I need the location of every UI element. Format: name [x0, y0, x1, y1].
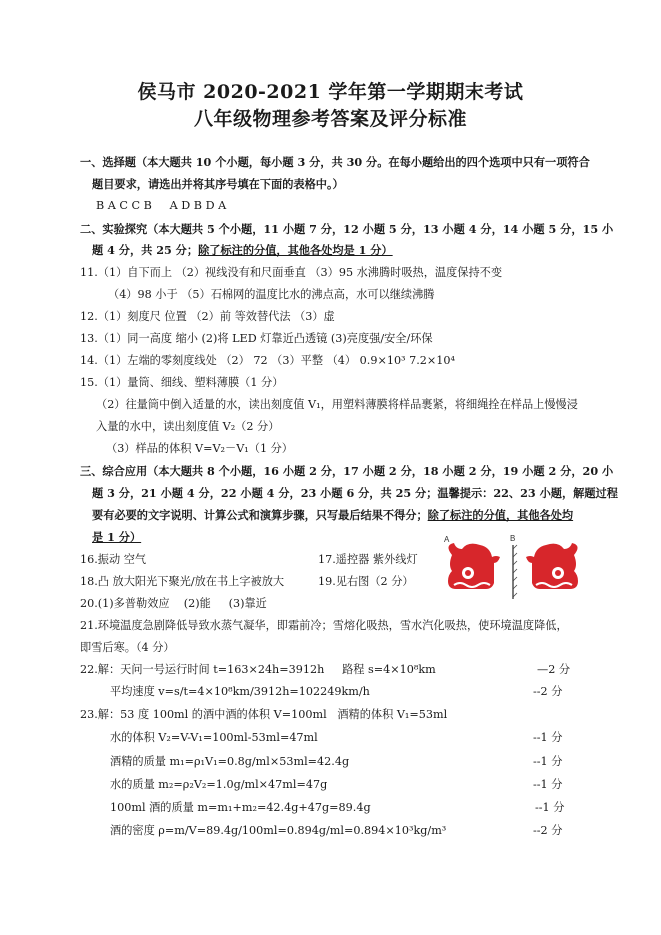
score-q22-line1: —2 分: [537, 663, 571, 676]
answer-q11-line1: 11.（1）自下而上 （2）视线没有和尺面垂直 （3）95 水沸腾时吸热，温度保持不变: [80, 266, 503, 279]
section2-scoring-note: 除了标注的分值，其他各处均是 1 分）: [198, 243, 393, 257]
score-q23-alcohol-mass: --1 分: [533, 755, 563, 768]
section3-heading: 三、综合应用（本大题共 8 个小题，16 小题 2 分，17 小题 2 分，18 小题 2 分，19 小题 2 分，20 小: [80, 464, 614, 478]
mirror-reflection-svg: [438, 533, 580, 601]
answer-q23-alcohol-mass: 酒精的质量 m₁=ρ₁V₁=0.8g/ml×53ml=42.4g: [110, 755, 350, 768]
page-subtitle: 八年级物理参考答案及评分标准: [193, 108, 467, 130]
section1-heading: 一、选择题（本大题共 10 个小题，每小题 3 分，共 30 分。在每小题给出的四个选项中只有一项符合: [80, 155, 590, 169]
answer-q15-part3: （3）样品的体积 V=V₂－V₁（1 分）: [106, 442, 293, 455]
score-q23-liquor-density: --2 分: [533, 824, 563, 837]
answer-q18: 18.凸 放大阳光下聚光/放在书上字被放大: [80, 575, 285, 588]
answer-q23-water-volume: 水的体积 V₂=V-V₁=100ml-53ml=47ml: [110, 731, 318, 744]
answer-q21-line2: 即雪后寒。（4 分）: [80, 641, 175, 654]
answer-q13: 13.（1）同一高度 缩小 (2)将 LED 灯靠近凸透镜 (3)亮度强/安全/环保: [80, 332, 433, 345]
ox-papercut-icon: [448, 543, 500, 589]
point-b-label: B: [510, 534, 516, 543]
section2-heading-text: 题 4 分，共 25 分；: [92, 243, 199, 257]
section3-scoring-note: 除了标注的分值，其他各处均: [427, 508, 574, 522]
ox-papercut-reflection-icon: [526, 543, 578, 589]
answer-q23-liquor-density: 酒的密度 ρ=m/V=89.4g/100ml=0.894g/ml=0.894×10³kg/m³: [110, 824, 447, 837]
answer-q17: 17.遥控器 紫外线灯: [318, 553, 418, 566]
answer-q23-water-mass: 水的质量 m₂=ρ₂V₂=1.0g/ml×47ml=47g: [110, 778, 328, 791]
answer-q20: 20.(1)多普勒效应 (2)能 (3)靠近: [80, 597, 267, 610]
section3-heading-cont2: [92, 508, 573, 522]
answer-q19: 19.见右图（2 分）: [318, 575, 414, 588]
section3-heading-cont1: 题 3 分，21 小题 4 分，22 小题 4 分，23 小题 6 分，共 25 分；温馨提示：22、23 小题，解题过程: [92, 486, 618, 500]
score-q23-water-mass: --1 分: [533, 778, 563, 791]
section2-heading-cont: [92, 243, 393, 257]
answer-q16: 16.振动 空气: [80, 553, 147, 566]
mirror-reflection-figure: [438, 533, 580, 601]
answer-q12: 12.（1）刻度尺 位置 （2）前 等效替代法 （3）虚: [80, 310, 335, 323]
section1-answers: B A C C B A D B D A: [96, 199, 227, 212]
section2-heading: 二、实验探究（本大题共 5 个小题，11 小题 7 分，12 小题 5 分，13 小题 4 分，14 小题 5 分，15 小: [80, 222, 614, 236]
section3-scoring-note-cont: 是 1 分）: [92, 530, 142, 544]
section1-heading-cont: 题目要求，请选出并将其序号填在下面的表格中。）: [92, 177, 344, 191]
point-a-label: A: [444, 535, 450, 544]
answer-q22-line1: 22.解：天问一号运行时间 t=163×24h=3912h 路程 s=4×10⁸km: [80, 663, 436, 676]
answer-q14: 14.（1）左端的零刻度线处 （2） 72 （3）平整 （4） 0.9×10³ 7.2×10⁴: [80, 354, 455, 367]
plane-mirror-icon: [513, 545, 517, 599]
score-q23-water-volume: --1 分: [533, 731, 563, 744]
answer-q15-part2-cont: 入量的水中，读出刻度值 V₂（2 分）: [96, 420, 280, 433]
answer-q15-part1: 15.（1）量筒、细线、塑料薄膜（1 分）: [80, 376, 284, 389]
answer-q21-line1: 21.环境温度急剧降低导致水蒸气凝华，即霜前冷；雪熔化吸热，雪水汽化吸热，使环境温度降低，: [80, 619, 568, 632]
page-title: 侯马市 2020-2021 学年第一学期期末考试: [137, 81, 524, 103]
answer-q22-line2: 平均速度 v=s/t=4×10⁸km/3912h=102249km/h: [110, 685, 370, 698]
score-q22-line2: --2 分: [533, 685, 563, 698]
answer-q11-line2: （4）98 小于 （5）石棉网的温度比水的沸点高，水可以继续沸腾: [108, 288, 435, 301]
answer-q23-line1: 23.解：53 度 100ml 的酒中酒的体积 V=100ml 酒精的体积 V₁=53ml: [80, 708, 448, 721]
answer-q15-part2: （2）往量筒中倒入适量的水，读出刻度值 V₁，用塑料薄膜将样品裹紧，将细绳拴在样品上慢慢浸: [96, 398, 578, 411]
answer-q23-liquor-mass: 100ml 酒的质量 m=m₁+m₂=42.4g+47g=89.4g: [110, 801, 371, 814]
score-q23-liquor-mass: --1 分: [535, 801, 565, 814]
section3-heading-text: 要有必要的文字说明、计算公式和演算步骤，只写最后结果不得分；: [92, 508, 428, 522]
